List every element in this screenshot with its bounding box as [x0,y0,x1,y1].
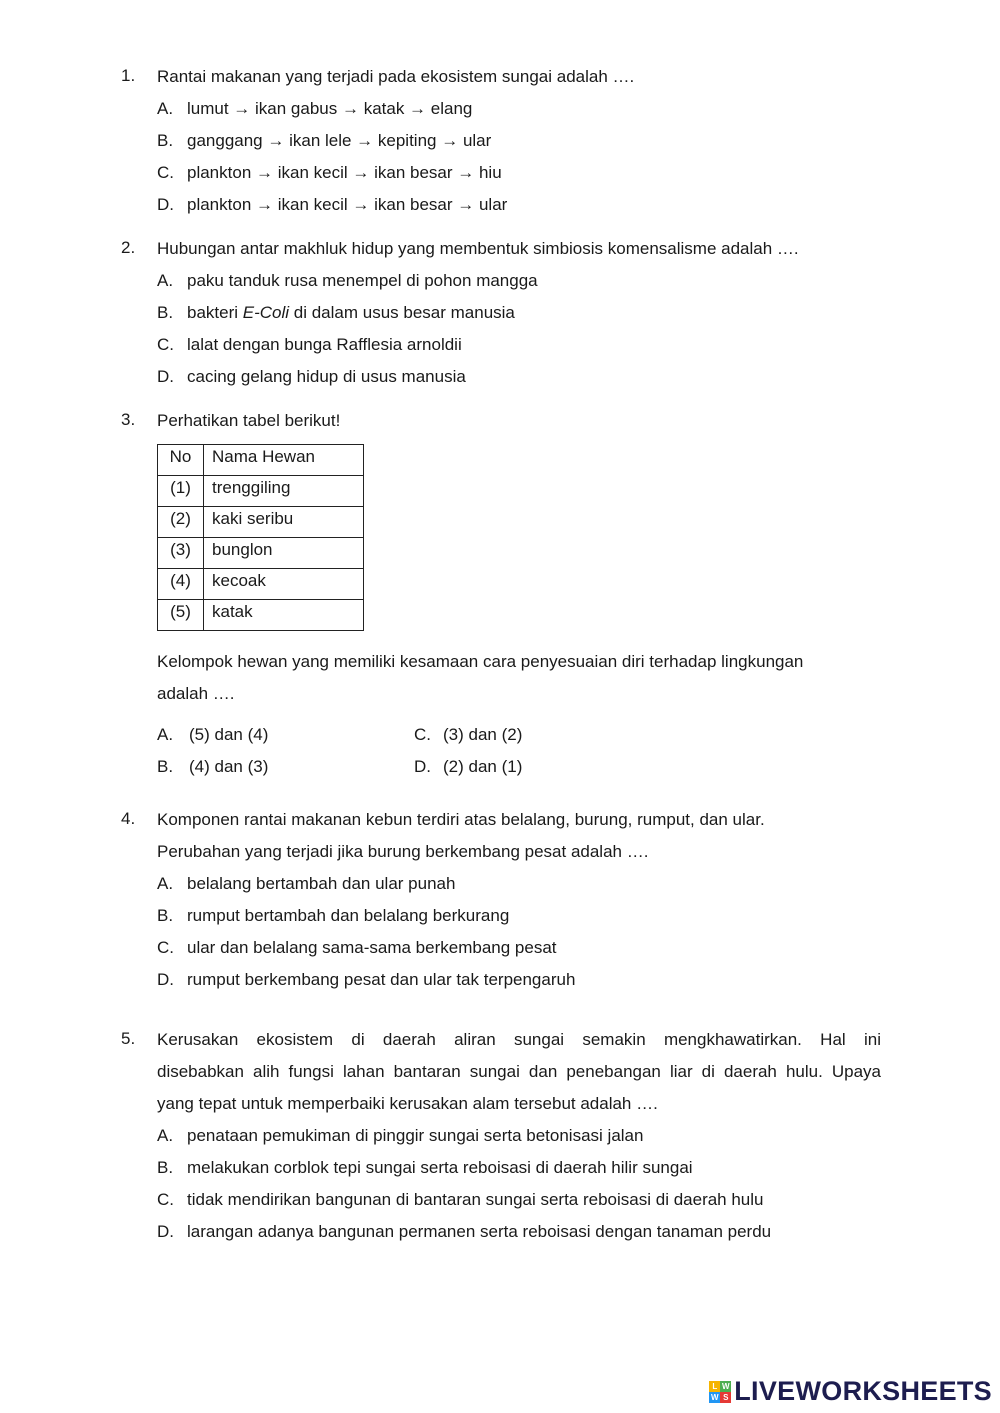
question-5 [121,1029,881,1253]
question-stem: Perubahan yang terjadi jika burung berkembang pesat adalah …. [157,842,649,861]
option-b[interactable]: B. ganggang → ikan lele → kepiting → ular [157,131,492,150]
option-d[interactable]: D. plankton → ikan kecil → ikan besar → ular [157,195,508,214]
question-stem: disebabkan alih fungsi lahan bantaran sungai dan penebangan liar di daerah hulu. Upaya [157,1062,881,1081]
table-cell: katak [204,600,364,631]
option-c[interactable]: C. plankton → ikan kecil → ikan besar → hiu [157,163,502,182]
header-cell: Nama Hewan [204,445,364,476]
question-text: adalah …. [157,684,235,703]
table-cell: kaki seribu [204,507,364,538]
table-header [158,445,364,476]
option-c[interactable]: C. (3) dan (2) [414,725,523,744]
question-number: 3. [121,410,136,429]
liveworksheets-logo [709,1376,992,1407]
option-d[interactable]: D. larangan adanya bangunan permanen serta reboisasi dengan tanaman perdu [157,1222,772,1241]
options-row [157,725,881,757]
table-cell: (3) [158,538,204,569]
question-stem: Rantai makanan yang terjadi pada ekosistem sungai adalah …. [157,67,635,86]
question-stem: Kerusakan ekosistem di daerah aliran sungai semakin mengkhawatirkan. Hal ini [157,1030,881,1049]
question-number: 2. [121,238,136,257]
option-c[interactable]: C. tidak mendirikan bangunan di bantaran sungai serta reboisasi di daerah hulu [157,1190,764,1209]
question-text: Kelompok hewan yang memiliki kesamaan cara penyesuaian diri terhadap lingkungan [157,652,804,671]
option-d[interactable]: D. cacing gelang hidup di usus manusia [157,367,466,386]
table-row [158,538,364,569]
table-cell: (4) [158,569,204,600]
options-row [157,757,881,789]
option-a[interactable]: A. (5) dan (4) [157,725,269,744]
option-b[interactable]: B. rumput bertambah dan belalang berkurang [157,906,510,925]
question-number: 1. [121,66,136,85]
header-cell: No [158,445,204,476]
table-cell: (5) [158,600,204,631]
italic-term: E-Coli [242,303,290,322]
question-4 [121,809,881,1001]
question-2 [121,238,881,398]
liveworksheets-logo-icon: L W W S [710,1381,730,1402]
table-row [158,507,364,538]
question-stem: Perhatikan tabel berikut! [157,411,341,430]
table-cell: bunglon [204,538,364,569]
question-number: 5. [121,1029,136,1048]
option-b[interactable]: B. (4) dan (3) [157,757,269,776]
question-number: 4. [121,809,136,828]
option-a[interactable]: A. lumut → ikan gabus → katak → elang [157,99,473,118]
table-cell: (2) [158,507,204,538]
question-stem: Komponen rantai makanan kebun terdiri atas belalang, burung, rumput, dan ular. [157,810,765,829]
question-3 [121,410,881,789]
logo-text: LIVEWORKSHEETS [734,1376,992,1406]
table-row [158,476,364,507]
animal-table [157,444,364,631]
table-cell: trenggiling [204,476,364,507]
option-a[interactable]: A. belalang bertambah dan ular punah [157,874,456,893]
table-cell: (1) [158,476,204,507]
question-stem: yang tepat untuk memperbaiki kerusakan alam tersebut adalah …. [157,1094,658,1113]
option-b[interactable]: B. melakukan corblok tepi sungai serta reboisasi di daerah hilir sungai [157,1158,693,1177]
option-a[interactable]: A. paku tanduk rusa menempel di pohon mangga [157,271,538,290]
option-b[interactable]: B. bakteri E-Coli di dalam usus besar manusia [157,303,515,322]
option-a[interactable]: A. penataan pemukiman di pinggir sungai serta betonisasi jalan [157,1126,644,1145]
question-1 [121,66,881,226]
option-c[interactable]: C. ular dan belalang sama-sama berkembang pesat [157,938,557,957]
option-c[interactable]: C. lalat dengan bunga Rafflesia arnoldii [157,335,462,354]
option-d[interactable]: D. (2) dan (1) [414,757,523,776]
question-stem: Hubungan antar makhluk hidup yang membentuk simbiosis komensalisme adalah …. [157,239,799,258]
table-cell: kecoak [204,569,364,600]
table-row [158,600,364,631]
option-d[interactable]: D. rumput berkembang pesat dan ular tak terpengaruh [157,970,576,989]
table-row [158,569,364,600]
